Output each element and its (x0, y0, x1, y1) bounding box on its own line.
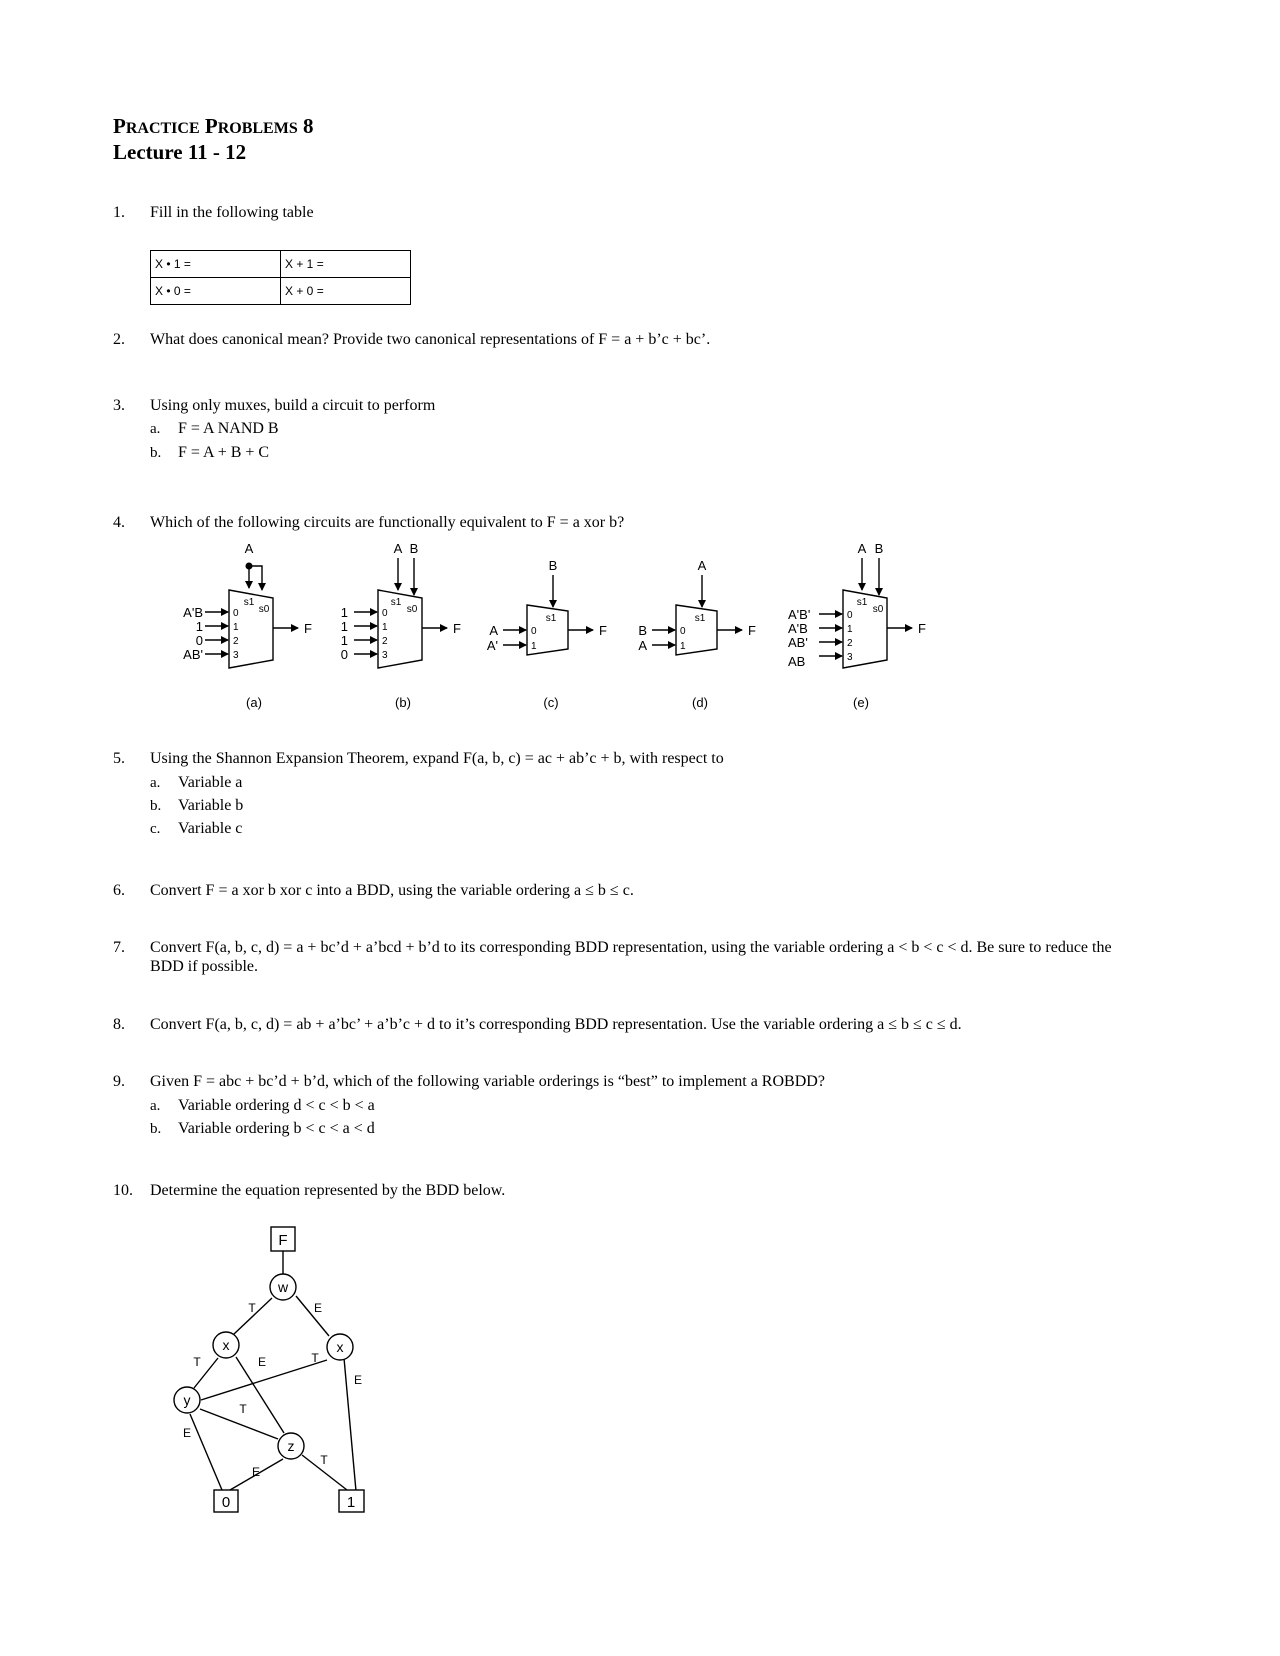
item-label: a. (150, 421, 161, 437)
bdd-node-label: x (222, 1337, 230, 1353)
input-label: AB (788, 654, 806, 669)
item-text: Variable ordering d < c < b < a (178, 1097, 375, 1114)
select-arrow (249, 566, 262, 590)
table-cell: X • 0 = (151, 278, 281, 305)
select-label: A (857, 541, 867, 556)
port-label: 0 (233, 608, 239, 619)
edge-label: E (257, 1355, 267, 1369)
output-label: F (453, 621, 461, 636)
question-text-2: What does canonical mean? Provide two canonical representations of F = a + b’c + bc’. (150, 331, 711, 348)
table-cell: X + 1 = (281, 251, 411, 278)
question-number-9: 9. (113, 1073, 125, 1090)
input-label: AB' (788, 635, 808, 650)
bdd-diagram (150, 1215, 390, 1525)
port-label: 3 (382, 650, 388, 661)
question-number-6: 6. (113, 882, 125, 899)
input-label: A (638, 638, 647, 653)
page-subtitle: Lecture 11 - 12 (113, 140, 247, 164)
circuit-caption: (e) (853, 695, 869, 710)
question-number-10: 10. (113, 1182, 133, 1199)
output-label: F (748, 623, 756, 638)
input-label: A' (486, 638, 498, 653)
bdd-terminal-label: 0 (221, 1494, 231, 1511)
select-label: B (409, 541, 419, 556)
edge-label: T (248, 1301, 256, 1315)
port-label: 0 (382, 608, 388, 619)
port-label: 2 (382, 636, 388, 647)
page-title: PRACTICE PROBLEMS 8 (113, 114, 314, 138)
item-text: F = A + B + C (178, 444, 270, 461)
edge-label: E (251, 1465, 261, 1479)
select-label: A (244, 541, 254, 556)
item-text: F = A NAND B (178, 420, 279, 437)
select-label: s1 (390, 597, 402, 608)
port-label: 1 (847, 624, 853, 635)
port-label: 1 (233, 622, 239, 633)
table-cell: X • 1 = (151, 251, 281, 278)
port-label: 1 (680, 641, 686, 652)
item-label: c. (150, 821, 161, 837)
item-label: b. (150, 445, 162, 461)
input-label: 1 (195, 619, 203, 634)
edge-label: T (311, 1351, 319, 1365)
bdd-root-label: F (278, 1232, 288, 1249)
select-label: s0 (406, 604, 418, 615)
junction-dot (246, 563, 253, 570)
question-number-8: 8. (113, 1016, 125, 1033)
input-label: 1 (340, 619, 348, 634)
edge-label: T (193, 1355, 201, 1369)
select-label: s1 (694, 613, 706, 624)
question-number-1: 1. (113, 204, 125, 221)
edge-label: E (353, 1373, 363, 1387)
edge-label: T (239, 1402, 247, 1416)
output-label: F (918, 621, 926, 636)
bdd-terminal-label: 1 (346, 1494, 356, 1511)
select-label: s1 (856, 597, 868, 608)
port-label: 2 (233, 636, 239, 647)
identity-table (150, 250, 411, 305)
question-number-7: 7. (113, 939, 125, 956)
port-label: 3 (847, 652, 853, 663)
question-text-5: Using the Shannon Expansion Theorem, expand F(a, b, c) = ac + ab’c + b, with respect to (150, 750, 724, 767)
question-text-10: Determine the equation represented by the BDD below. (150, 1182, 506, 1199)
edge-label: E (182, 1426, 192, 1440)
input-label: 1 (340, 605, 348, 620)
input-label: 0 (340, 647, 348, 662)
select-label: B (548, 558, 558, 573)
edge-label: T (320, 1453, 328, 1467)
question-text-4: Which of the following circuits are functionally equivalent to F = a xor b? (150, 514, 625, 531)
circuit-caption: (b) (395, 695, 411, 710)
item-label: a. (150, 1098, 161, 1114)
question-number-2: 2. (113, 331, 125, 348)
output-label: F (304, 621, 312, 636)
item-text: Variable ordering b < c < a < d (178, 1120, 375, 1137)
question-text-3: Using only muxes, build a circuit to perform (150, 397, 436, 414)
circuit-caption: (c) (543, 695, 559, 710)
port-label: 2 (847, 638, 853, 649)
input-label: A'B' (788, 607, 811, 622)
question-text-9: Given F = abc + bc’d + b’d, which of the following variable orderings is “best” to implement a ROBDD? (150, 1073, 825, 1090)
question-text-7-line-1: Convert F(a, b, c, d) = a + bc’d + a’bcd + b’d to its corresponding BDD representation, using the variable ordering a < b < c < d. Be sure to reduce the (150, 939, 1112, 956)
select-label: A (697, 558, 707, 573)
input-label: AB' (183, 647, 203, 662)
port-label: 0 (531, 626, 537, 637)
select-label: A (393, 541, 403, 556)
item-label: b. (150, 798, 162, 814)
bdd-node-label: z (287, 1438, 295, 1454)
input-label: A (489, 623, 498, 638)
circuit-caption: (a) (246, 695, 262, 710)
circuit-caption: (d) (692, 695, 708, 710)
question-text-7-line-2: BDD if possible. (150, 958, 258, 975)
bdd-node-label: w (277, 1279, 289, 1295)
question-number-4: 4. (113, 514, 125, 531)
input-label: 1 (340, 633, 348, 648)
port-label: 1 (382, 622, 388, 633)
port-label: 3 (233, 650, 239, 661)
question-number-3: 3. (113, 397, 125, 414)
select-label: B (874, 541, 884, 556)
table-cell: X + 0 = (281, 278, 411, 305)
input-label: 0 (195, 633, 203, 648)
select-label: s0 (258, 604, 270, 615)
input-label: A'B (788, 621, 808, 636)
bdd-edge (296, 1296, 329, 1336)
edge-label: E (313, 1301, 323, 1315)
item-text: Variable c (178, 820, 243, 837)
table-row (151, 278, 411, 305)
bdd-edge (190, 1414, 222, 1490)
port-label: 0 (680, 626, 686, 637)
select-label: s0 (872, 604, 884, 615)
table-row (151, 251, 411, 278)
question-text-8: Convert F(a, b, c, d) = ab + a’bc’ + a’b’c + d to it’s corresponding BDD representation. Use the variable ordering a ≤ b ≤ c ≤ d. (150, 1016, 962, 1033)
item-text: Variable a (178, 774, 243, 791)
port-label: 0 (847, 610, 853, 621)
mux-circuits-figure (0, 530, 1000, 720)
output-label: F (599, 623, 607, 638)
question-text-6: Convert F = a xor b xor c into a BDD, using the variable ordering a ≤ b ≤ c. (150, 882, 634, 899)
question-text-1: Fill in the following table (150, 204, 314, 221)
input-label: B (638, 623, 647, 638)
item-label: a. (150, 775, 161, 791)
bdd-node-label: x (336, 1339, 344, 1355)
question-number-5: 5. (113, 750, 125, 767)
item-text: Variable b (178, 797, 244, 814)
bdd-node-label: y (183, 1392, 191, 1408)
select-label: s1 (243, 597, 255, 608)
select-label: s1 (545, 613, 557, 624)
input-label: A'B (183, 605, 203, 620)
port-label: 1 (531, 641, 537, 652)
item-label: b. (150, 1121, 162, 1137)
